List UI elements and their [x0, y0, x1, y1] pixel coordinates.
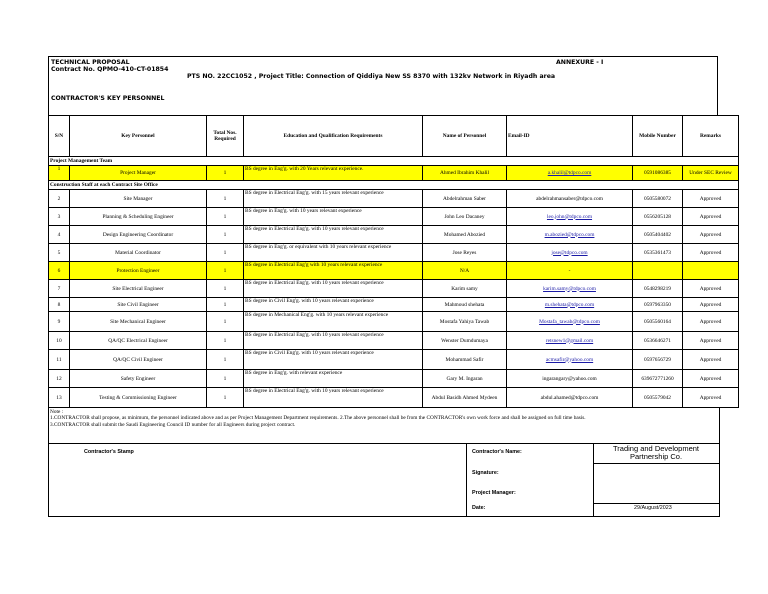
email-link[interactable]: acmsafir@yahoo.com: [545, 356, 594, 363]
annexure-label: ANNEXURE - I: [556, 59, 604, 66]
cell-remarks: Approved: [683, 298, 739, 312]
cell-key-personnel: Site Electrical Engineer: [70, 280, 207, 298]
note-label: Note :: [50, 409, 64, 415]
proposal-sheet: [48, 56, 732, 517]
note-3: 3.CONTRACTOR shall submit the Saudi Engineering Council ID number for all Engineers during project contract.: [50, 421, 296, 428]
project-title: PTS NO. 22CC1052 , Project Title: Connection of Qiddiya New SS 8370 with 132kv Network in Riyadh area: [187, 73, 556, 80]
cell-education: BS degree in Electrical Eng'g. with 10 years relevant experience: [244, 226, 423, 244]
note-1: 1.CONTRACTOR shall propose, as minimum, the personnel indicated above and as per Project Management Department requirements. 2.The above personnel shall be from the CONTRACTOR's own work force and shall be assigned on full time basis.: [50, 415, 586, 422]
cell-key-personnel: Planning & Scheduling Engineer: [70, 208, 207, 226]
cell-education: BS degree in Electrical Eng'g. with 10 years relevant experience: [244, 280, 423, 298]
table-row: [49, 280, 739, 298]
cell-total: 1: [207, 226, 244, 244]
cell-remarks: Under SEC Review: [683, 166, 739, 181]
section-row: [49, 157, 739, 166]
cell-email: [507, 370, 633, 388]
table-row: [49, 166, 739, 181]
cell-remarks: Approved: [683, 226, 739, 244]
email-link[interactable]: retsnew1@gmail.com: [545, 337, 594, 344]
contract-number: Contract No. QPMO-410-CT-01854: [51, 66, 169, 73]
cell-sn: 2: [49, 190, 70, 208]
cell-remarks: [683, 262, 739, 280]
table-row: [49, 262, 739, 280]
cell-total: 1: [207, 190, 244, 208]
signature-label: Signature:: [472, 470, 499, 476]
contractor-company: Trading and Development Partnership Co.: [612, 444, 700, 461]
table-row: [49, 332, 739, 350]
cell-key-personnel: Project Manager: [70, 166, 207, 181]
cell-remarks: Approved: [683, 208, 739, 226]
cell-remarks: Approved: [683, 332, 739, 350]
cell-name: Mostafa Yahiya Tawab: [423, 312, 507, 332]
cell-key-personnel: QA/QC Electrical Engineer: [70, 332, 207, 350]
cell-mobile: 0505404402: [633, 226, 683, 244]
col-name: Name of Personnel: [423, 116, 507, 157]
cell-education: BS degree in Eng'g. with 10 years relevant experience: [244, 208, 423, 226]
cell-email: [507, 226, 633, 244]
col-mobile: Mobile Number: [633, 116, 683, 157]
personnel-table: [48, 115, 739, 408]
table-row: [49, 208, 739, 226]
col-key-personnel: Key Personnel: [70, 116, 207, 157]
cell-email: [507, 332, 633, 350]
email-link[interactable]: m.shehata@tdpco.com: [544, 301, 595, 308]
email-link[interactable]: leo.john@tdpco.com: [546, 213, 593, 220]
cell-name: Karim samy: [423, 280, 507, 298]
divider: [466, 444, 467, 516]
cell-mobile: 0505560164: [633, 312, 683, 332]
cell-sn: 5: [49, 244, 70, 262]
cell-name: Gary M. Ingaran: [423, 370, 507, 388]
cell-remarks: Approved: [683, 350, 739, 370]
cell-mobile: 0505580072: [633, 190, 683, 208]
cell-key-personnel: Safety Engineer: [70, 370, 207, 388]
date-label: Date:: [472, 505, 486, 511]
cell-total: 1: [207, 166, 244, 181]
cell-name: John Leo Dacaney: [423, 208, 507, 226]
cell-education: BS degree in Eng'g. with relevant experience: [244, 370, 423, 388]
divider: [593, 503, 719, 504]
contractor-stamp-label: Contractor's Stamp: [84, 449, 134, 455]
col-email: Email-ID: [507, 116, 633, 157]
cell-total: 1: [207, 208, 244, 226]
notes: [48, 408, 720, 444]
table-header-row: [49, 116, 739, 157]
email-link[interactable]: abdelrahmansaber@tdpco.com: [536, 195, 603, 202]
cell-mobile: 0597963350: [633, 298, 683, 312]
cell-email: [507, 262, 633, 280]
contractor-name-label: Contractor's Name:: [472, 449, 522, 455]
email-link[interactable]: m.abozied@tdpco.com: [544, 231, 595, 238]
table-row: [49, 370, 739, 388]
cell-education: BS degree in Electrical Eng'g with 10 years relevant experience: [244, 262, 423, 280]
cell-email: [507, 190, 633, 208]
table-row: [49, 244, 739, 262]
cell-sn: 1: [49, 166, 70, 181]
signature-date: 29/August/2023: [634, 505, 672, 511]
cell-email: [507, 208, 633, 226]
cell-education: BS degree in Civil Eng'g. with 10 years relevant experience: [244, 350, 423, 370]
cell-email: [507, 280, 633, 298]
cell-name: Mahmoud shehata: [423, 298, 507, 312]
cell-name: Mohamed Abozied: [423, 226, 507, 244]
cell-key-personnel: Design Engineering Coordinator: [70, 226, 207, 244]
cell-total: 1: [207, 298, 244, 312]
cell-mobile: 0597656729: [633, 350, 683, 370]
section-title: CONTRACTOR'S KEY PERSONNEL: [51, 95, 165, 102]
cell-key-personnel: Testing & Commissioning Engineer: [70, 388, 207, 408]
cell-mobile: 0548298219: [633, 280, 683, 298]
cell-mobile: 0536646271: [633, 332, 683, 350]
divider: [593, 463, 719, 464]
cell-name: Jose Reyes: [423, 244, 507, 262]
cell-remarks: Approved: [683, 190, 739, 208]
email-link[interactable]: abdul.ahamed@tdpco.com: [540, 394, 599, 401]
document-header: [48, 56, 718, 115]
email-link[interactable]: karim.samy@tdpco.com: [543, 285, 596, 292]
cell-remarks: Approved: [683, 244, 739, 262]
cell-mobile: 639672771260: [633, 370, 683, 388]
email-link[interactable]: a.khalil@tdpco.com: [547, 170, 592, 176]
table-row: [49, 226, 739, 244]
cell-education: BS degree in Civil Eng'g. with 10 years relevant experience: [244, 298, 423, 312]
cell-mobile: 0505579042: [633, 388, 683, 408]
cell-name: Wenster Dumdumaya: [423, 332, 507, 350]
table-row: [49, 388, 739, 408]
cell-key-personnel: Site Mechanical Engineer: [70, 312, 207, 332]
cell-email: [507, 312, 633, 332]
cell-email: [507, 388, 633, 408]
cell-email: [507, 350, 633, 370]
cell-sn: 12: [49, 370, 70, 388]
cell-total: 1: [207, 280, 244, 298]
cell-remarks: Approved: [683, 370, 739, 388]
project-manager-label: Project Manager:: [472, 490, 516, 496]
section-row: [49, 181, 739, 190]
divider: [593, 444, 594, 516]
cell-total: 1: [207, 370, 244, 388]
cell-total: 1: [207, 388, 244, 408]
cell-remarks: Approved: [683, 312, 739, 332]
col-sn: S/N: [49, 116, 70, 157]
cell-sn: 6: [49, 262, 70, 280]
cell-total: 1: [207, 312, 244, 332]
table-row: [49, 312, 739, 332]
cell-total: 1: [207, 350, 244, 370]
cell-total: 1: [207, 332, 244, 350]
document-title: TECHNICAL PROPOSAL: [51, 59, 130, 66]
cell-sn: 8: [49, 298, 70, 312]
cell-remarks: Approved: [683, 388, 739, 408]
cell-sn: 4: [49, 226, 70, 244]
cell-name: Ahmed Ibrahim Khalil: [423, 166, 507, 181]
cell-key-personnel: Protection Engineer: [70, 262, 207, 280]
email-link[interactable]: ingarangary@yahoo.com: [542, 375, 597, 382]
cell-email: [507, 244, 633, 262]
col-education: Education and Qualification Requirements: [244, 116, 423, 157]
cell-sn: 10: [49, 332, 70, 350]
cell-education: BS degree in Electrical Eng'g. with 10 years relevant experience: [244, 388, 423, 408]
cell-mobile: 0556205128: [633, 208, 683, 226]
cell-sn: 7: [49, 280, 70, 298]
cell-education: BS degree in Electrical Eng'g. with 15 years relevant experience: [244, 190, 423, 208]
cell-education: BS degree in Eng'g. or equivalent with 10 years relevant experience: [244, 244, 423, 262]
cell-sn: 11: [49, 350, 70, 370]
cell-sn: 13: [49, 388, 70, 408]
email-link[interactable]: jose@tdpco.com: [551, 249, 588, 256]
cell-education: BS degree in Electrical Eng'g. with 10 years relevant experience: [244, 332, 423, 350]
cell-name: Mohammad Safir: [423, 350, 507, 370]
cell-name: N/A: [423, 262, 507, 280]
cell-remarks: Approved: [683, 280, 739, 298]
cell-mobile: 0591086385: [633, 166, 683, 181]
cell-education: BS degree in Mechanical Eng'g. with 10 years relevant experience: [244, 312, 423, 332]
cell-total: 1: [207, 262, 244, 280]
cell-name: Abdul Basidh Ahmed Mydeen: [423, 388, 507, 408]
section-label: Construction Staff at each Contract Site Office: [49, 181, 739, 190]
cell-key-personnel: Site Manager: [70, 190, 207, 208]
table-row: [49, 298, 739, 312]
table-row: [49, 190, 739, 208]
section-label: Project Management Team: [49, 157, 739, 166]
cell-education: BS degree in Eng'g. with 20 Years relevant experience.: [244, 166, 423, 181]
cell-mobile: [633, 262, 683, 280]
cell-key-personnel: Material Coordinator: [70, 244, 207, 262]
email-link[interactable]: -: [568, 267, 571, 274]
table-row: [49, 350, 739, 370]
cell-sn: 9: [49, 312, 70, 332]
cell-sn: 3: [49, 208, 70, 226]
cell-name: Abdelrahman Saber: [423, 190, 507, 208]
cell-total: 1: [207, 244, 244, 262]
col-remarks: Remarks: [683, 116, 739, 157]
signature-block: [48, 444, 720, 517]
email-link[interactable]: Mostafa_tawab@tdpco.com: [539, 318, 600, 325]
cell-email: [507, 166, 633, 181]
cell-mobile: 0535361473: [633, 244, 683, 262]
cell-key-personnel: QA/QC Civil Engineer: [70, 350, 207, 370]
col-total: Total Nos. Required: [207, 116, 244, 157]
cell-email: [507, 298, 633, 312]
cell-key-personnel: Site Civil Engineer: [70, 298, 207, 312]
